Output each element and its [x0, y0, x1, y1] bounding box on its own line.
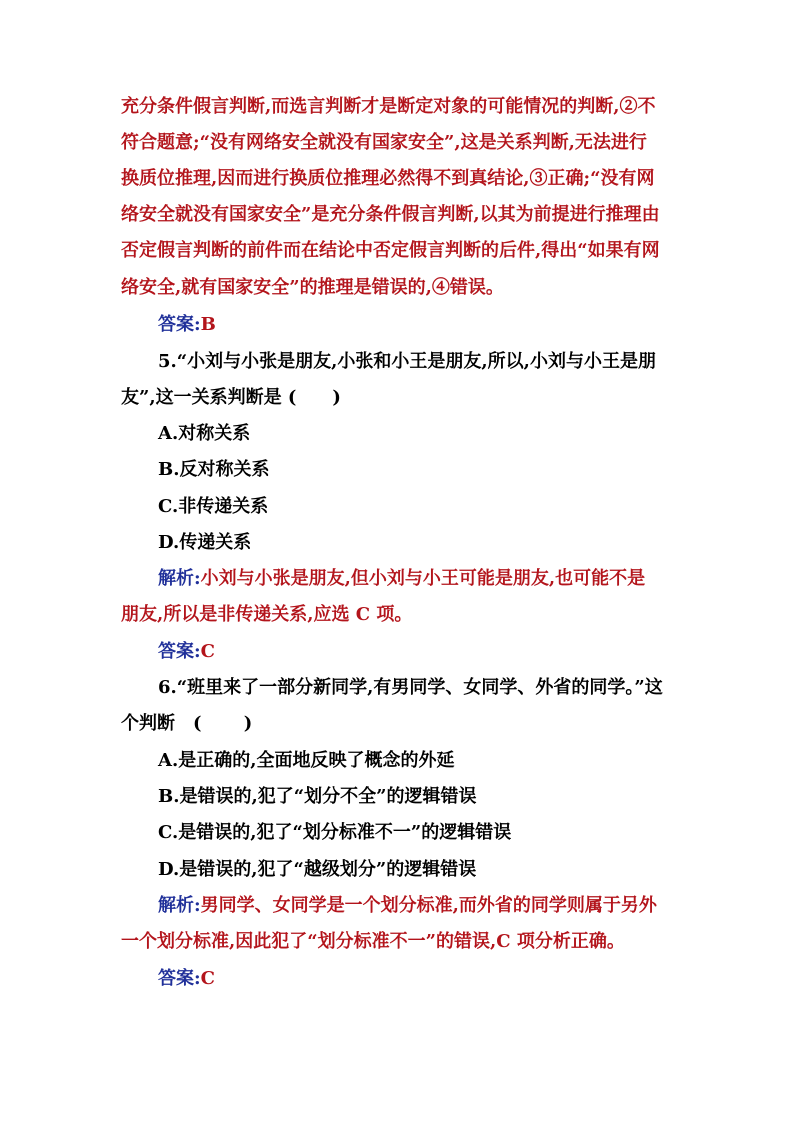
q4-answer [158, 313, 216, 337]
q6-analysis-line-1 [158, 894, 657, 918]
analysis-text: 男同学、女同学是一个划分标准,而外省的同学则属于另外 [200, 895, 657, 916]
q6-stem-line-1: 6.“班里来了一部分新同学,有男同学、女同学、外省的同学。”这 [158, 677, 663, 698]
q5-option-b: B.反对称关系 [158, 459, 270, 480]
analysis-4-line-2: 符合题意;“没有网络安全就没有国家安全”,这是关系判断,无法进行 [121, 132, 647, 153]
analysis-4-line-6: 络安全,就有国家安全”的推理是错误的,④错误。 [121, 277, 504, 298]
analysis-4-line-4: 络安全就没有国家安全”是充分条件假言判断,以其为前提进行推理由 [121, 204, 660, 225]
q6-analysis-line-2: 一个划分标准,因此犯了“划分标准不一”的错误,C 项分析正确。 [121, 931, 625, 952]
analysis-label: 解析: [158, 568, 201, 589]
q5-option-a: A.对称关系 [158, 423, 251, 444]
analysis-text: 小刘与小张是朋友,但小刘与小王可能是朋友,也可能不是 [200, 568, 646, 589]
q5-option-d: D.传递关系 [158, 532, 252, 553]
q6-stem-line-2: 个判断 ( ) [121, 713, 253, 734]
q5-stem-line-1: 5.“小刘与小张是朋友,小张和小王是朋友,所以,小刘与小王是朋 [158, 351, 656, 372]
analysis-4-line-5: 否定假言判断的前件而在结论中否定假言判断的后件,得出“如果有网 [121, 240, 660, 261]
q5-stem-line-2: 友”,这一关系判断是 ( ) [121, 387, 341, 408]
analysis-4-line-1: 充分条件假言判断,而选言判断才是断定对象的可能情况的判断,②不 [121, 96, 656, 117]
answer-value: C [200, 968, 215, 989]
q6-option-c: C.是错误的,犯了“划分标准不一”的逻辑错误 [158, 822, 512, 843]
answer-label: 答案: [158, 968, 201, 989]
analysis-4-line-3: 换质位推理,因而进行换质位推理必然得不到真结论,③正确;“没有网 [121, 168, 655, 189]
analysis-label: 解析: [158, 895, 201, 916]
q5-answer [158, 640, 215, 664]
q5-analysis-line-1 [158, 567, 645, 591]
answer-value: C [200, 641, 215, 662]
q6-option-a: A.是正确的,全面地反映了概念的外延 [158, 750, 455, 771]
q6-answer [158, 967, 215, 991]
answer-value: B [200, 314, 216, 335]
answer-label: 答案: [158, 314, 201, 335]
answer-label: 答案: [158, 641, 201, 662]
q6-option-d: D.是错误的,犯了“越级划分”的逻辑错误 [158, 859, 477, 880]
q6-option-b: B.是错误的,犯了“划分不全”的逻辑错误 [158, 786, 477, 807]
q5-option-c: C.非传递关系 [158, 496, 269, 517]
q5-analysis-line-2: 朋友,所以是非传递关系,应选 C 项。 [121, 604, 413, 625]
